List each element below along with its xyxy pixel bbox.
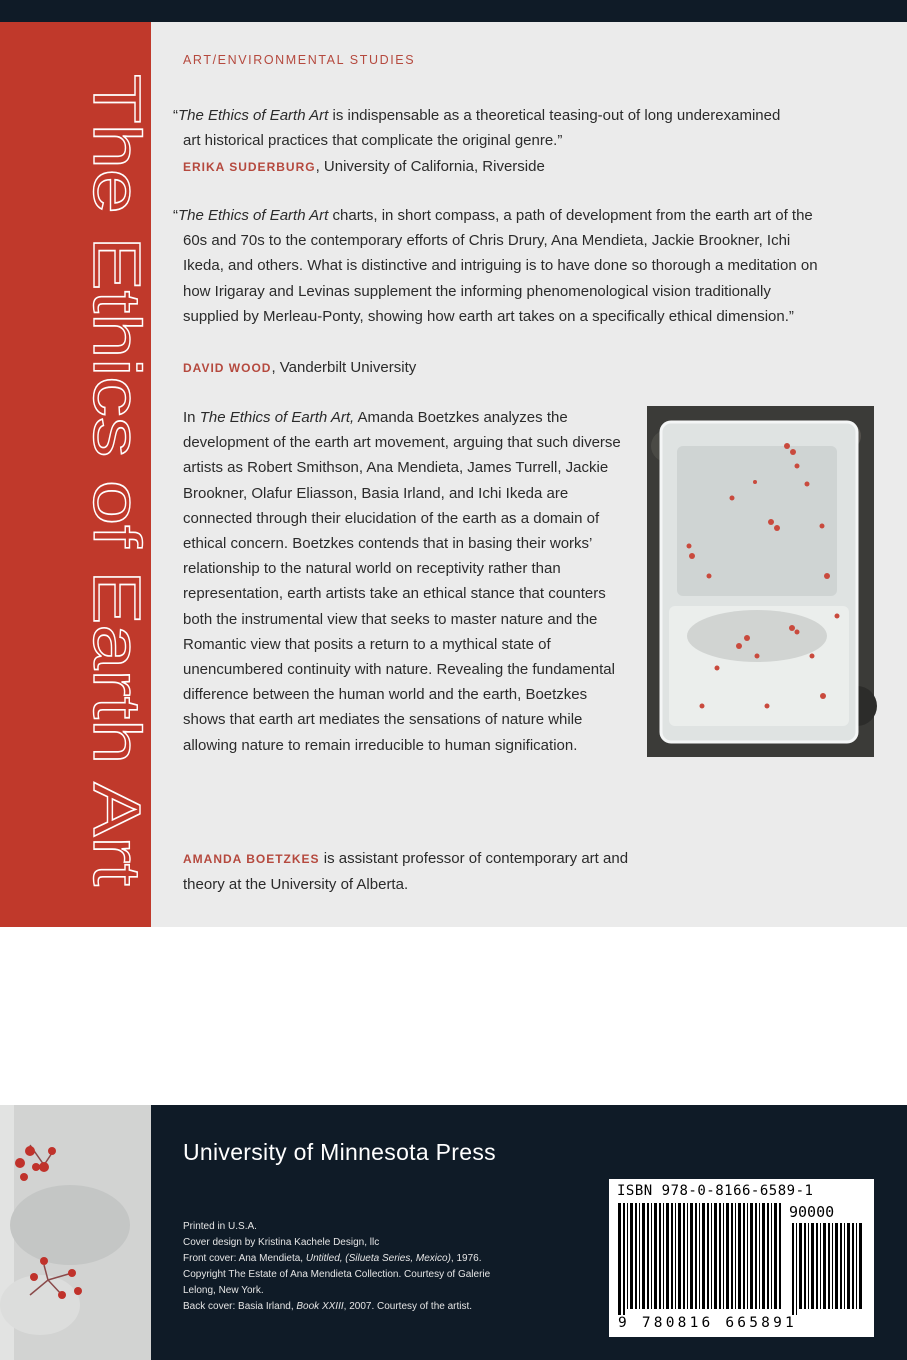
barcode-bar	[714, 1203, 717, 1309]
cover-credits	[183, 1219, 503, 1315]
barcode-bar	[750, 1203, 753, 1309]
barcode-bar	[635, 1203, 637, 1309]
barcode-bar	[808, 1223, 809, 1309]
barcode-bar	[618, 1203, 621, 1315]
publisher-name: University of Minnesota Press	[183, 1139, 496, 1165]
barcode-bar	[774, 1203, 777, 1309]
barcode-bar	[639, 1203, 640, 1309]
barcode-bar	[666, 1203, 669, 1309]
quote-1-attribution	[183, 157, 545, 177]
barcode-bar	[651, 1203, 652, 1309]
quote-2-affiliation: , Vanderbilt University	[271, 359, 417, 376]
description-lead: In	[183, 409, 200, 426]
barcode-bar	[687, 1203, 688, 1309]
barcode-bar	[695, 1203, 697, 1309]
barcode-addon-bars	[792, 1223, 866, 1315]
endorsement-quote-2: “The Ethics of Earth Art charts, in short compass, a path of development from the earth art of the 60s and 70s to the contemporary efforts of Chris Drury, Ana Mendieta, Jackie Brookner, Ichi Ikeda, and others. What is distinctive and intriguing is to have done so thorough a meditation on how Irigaray and Levinas supplement the informing phenomenological vision traditionally supplied by Merleau-Ponty, showing how earth art takes on a specifically ethical dimension.”	[173, 207, 818, 325]
barcode-bar	[852, 1223, 854, 1309]
quote-2-text: charts, in short compass, a path of development from the earth art of the 60s and 70s to the contemporary efforts of Chris Drury, Ana Mendieta, Jackie Brookner, Ichi Ikeda, and others. What is distinctive and intriguing is to have done so thorough a meditation on how Irigaray and Levinas supplement the informing phenomenological vision traditionally supplied by Merleau-Ponty, showing how earth art takes on a specifically ethical dimension.”	[183, 207, 818, 325]
barcode-bar	[699, 1203, 700, 1309]
barcode-bar	[647, 1203, 649, 1309]
barcode-bar	[642, 1203, 645, 1309]
barcode-bar	[723, 1203, 724, 1309]
quote-2-author: DAVID WOOD	[183, 361, 272, 375]
barcode-bar	[711, 1203, 712, 1309]
barcode-bar	[771, 1203, 772, 1309]
barcode-bar	[796, 1223, 797, 1315]
book-description	[183, 405, 621, 758]
barcode-bar	[735, 1203, 736, 1309]
barcode-bar	[759, 1203, 760, 1309]
price-code: 90000	[789, 1203, 835, 1221]
credit-front-title: Untitled, (Silueta Series, Mexico)	[305, 1253, 451, 1264]
quote-2-book-title: The Ethics of Earth Art	[178, 207, 329, 224]
footer-band	[151, 1105, 907, 1360]
credit-back-rest: , 2007. Courtesy of the artist.	[343, 1301, 473, 1312]
description-text: Amanda Boetzkes analyzes the development of the earth art movement, arguing that such diverse artists as Robert Smithson, Ana Mendieta, James Turrell, Jackie Brookner, Olafur Eliasson, Basia Irland, and Ichi Ikeda are connected through their elucidation of the earth as a domain of ethical concern. Boetzkes contends that in basing their works’ relationship to the natural world on receptivity rather than representation, earth artists take an ethical stance that counters both the instrumental view that seeks to master nature and the Romantic view that posits a return to a mythical state of unencumbered continuity with nature. Revealing the fundamental difference between the human world and the earth, Boetzkes shows that earth art mediates the sensations of nature while allowing nature to remain irreducible to human signification.	[183, 409, 621, 754]
quote-1-affiliation: , University of California, Riverside	[315, 158, 545, 175]
credit-front-lead: Front cover: Ana Mendieta,	[183, 1253, 306, 1264]
barcode-bar	[747, 1203, 748, 1309]
back-cover-content	[151, 22, 907, 927]
barcode-bar	[719, 1203, 721, 1309]
barcode-bar	[767, 1203, 769, 1309]
barcode-bar	[832, 1223, 833, 1309]
barcode-bar	[755, 1203, 757, 1309]
barcode-bar	[623, 1203, 625, 1315]
bio-author-name: AMANDA BOETZKES	[183, 852, 320, 866]
top-band	[0, 0, 907, 22]
barcode-bar	[816, 1223, 818, 1309]
barcode-bar	[726, 1203, 729, 1309]
credit-printed: Printed in U.S.A.	[183, 1221, 257, 1232]
ice-block-photo	[647, 406, 874, 757]
barcode-bar	[820, 1223, 821, 1309]
berries-photo-strip	[0, 1105, 151, 1360]
barcode-bar	[859, 1223, 862, 1309]
author-bio	[183, 846, 673, 897]
category-label: ART/ENVIRONMENTAL STUDIES	[183, 53, 416, 67]
credit-front-rest: , 1976. Copyright The Estate of Ana Mendieta Collection. Courtesy of Galerie Lelong, New York.	[183, 1253, 491, 1296]
isbn-barcode	[609, 1179, 874, 1337]
barcode-bar	[792, 1223, 794, 1315]
barcode-bar	[731, 1203, 733, 1309]
endorsement-quote-1: “The Ethics of Earth Art is indispensable as a theoretical teasing-out of long underexamined art historical practices that complicate the original genre.”	[173, 107, 781, 150]
barcode-bar	[683, 1203, 685, 1309]
bio-text: is assistant professor of contemporary art and theory at the University of Alberta.	[183, 850, 629, 894]
barcode-bar	[799, 1223, 802, 1309]
barcode-bar	[743, 1203, 745, 1309]
barcode-bar	[804, 1223, 806, 1309]
isbn-digits: 9 780816 665891	[618, 1315, 797, 1331]
barcode-bar	[663, 1203, 664, 1309]
barcode-bar	[630, 1203, 633, 1309]
barcode-bar	[828, 1223, 830, 1309]
description-book-title: The Ethics of Earth Art,	[199, 409, 355, 426]
quote-2-attribution	[183, 358, 416, 378]
barcode-bar	[659, 1203, 661, 1309]
spine-title-text: The Ethics of Earth Art	[79, 74, 154, 745]
barcode-bar	[690, 1203, 693, 1309]
barcode-bar	[856, 1223, 857, 1309]
credit-back-title: Book XXIII	[296, 1301, 344, 1312]
barcode-bar	[627, 1203, 628, 1309]
barcode-bar	[835, 1223, 838, 1309]
barcode-bars	[618, 1203, 783, 1315]
barcode-bar	[678, 1203, 681, 1309]
barcode-bar	[671, 1203, 673, 1309]
barcode-bar	[779, 1203, 781, 1309]
barcode-bar	[738, 1203, 741, 1309]
barcode-bar	[840, 1223, 842, 1309]
isbn-label: ISBN 978-0-8166-6589-1	[617, 1183, 814, 1199]
barcode-bar	[844, 1223, 845, 1309]
credit-design: Cover design by Kristina Kachele Design, llc	[183, 1237, 380, 1248]
barcode-bar	[654, 1203, 657, 1309]
spine-panel	[0, 22, 154, 927]
barcode-bar	[823, 1223, 826, 1309]
quote-1-author: ERIKA SUDERBURG	[183, 160, 316, 174]
quote-1-text: is indispensable as a theoretical teasing-out of long underexamined art historical practices that complicate the original genre.”	[183, 107, 781, 150]
quote-1-book-title: The Ethics of Earth Art	[178, 107, 329, 124]
barcode-bar	[675, 1203, 676, 1309]
barcode-bar	[847, 1223, 850, 1309]
barcode-bar	[811, 1223, 814, 1309]
barcode-bar	[707, 1203, 709, 1309]
spine-title	[46, 74, 154, 890]
barcode-bar	[702, 1203, 705, 1309]
barcode-bar	[762, 1203, 765, 1309]
credit-back-lead: Back cover: Basia Irland,	[183, 1301, 297, 1312]
